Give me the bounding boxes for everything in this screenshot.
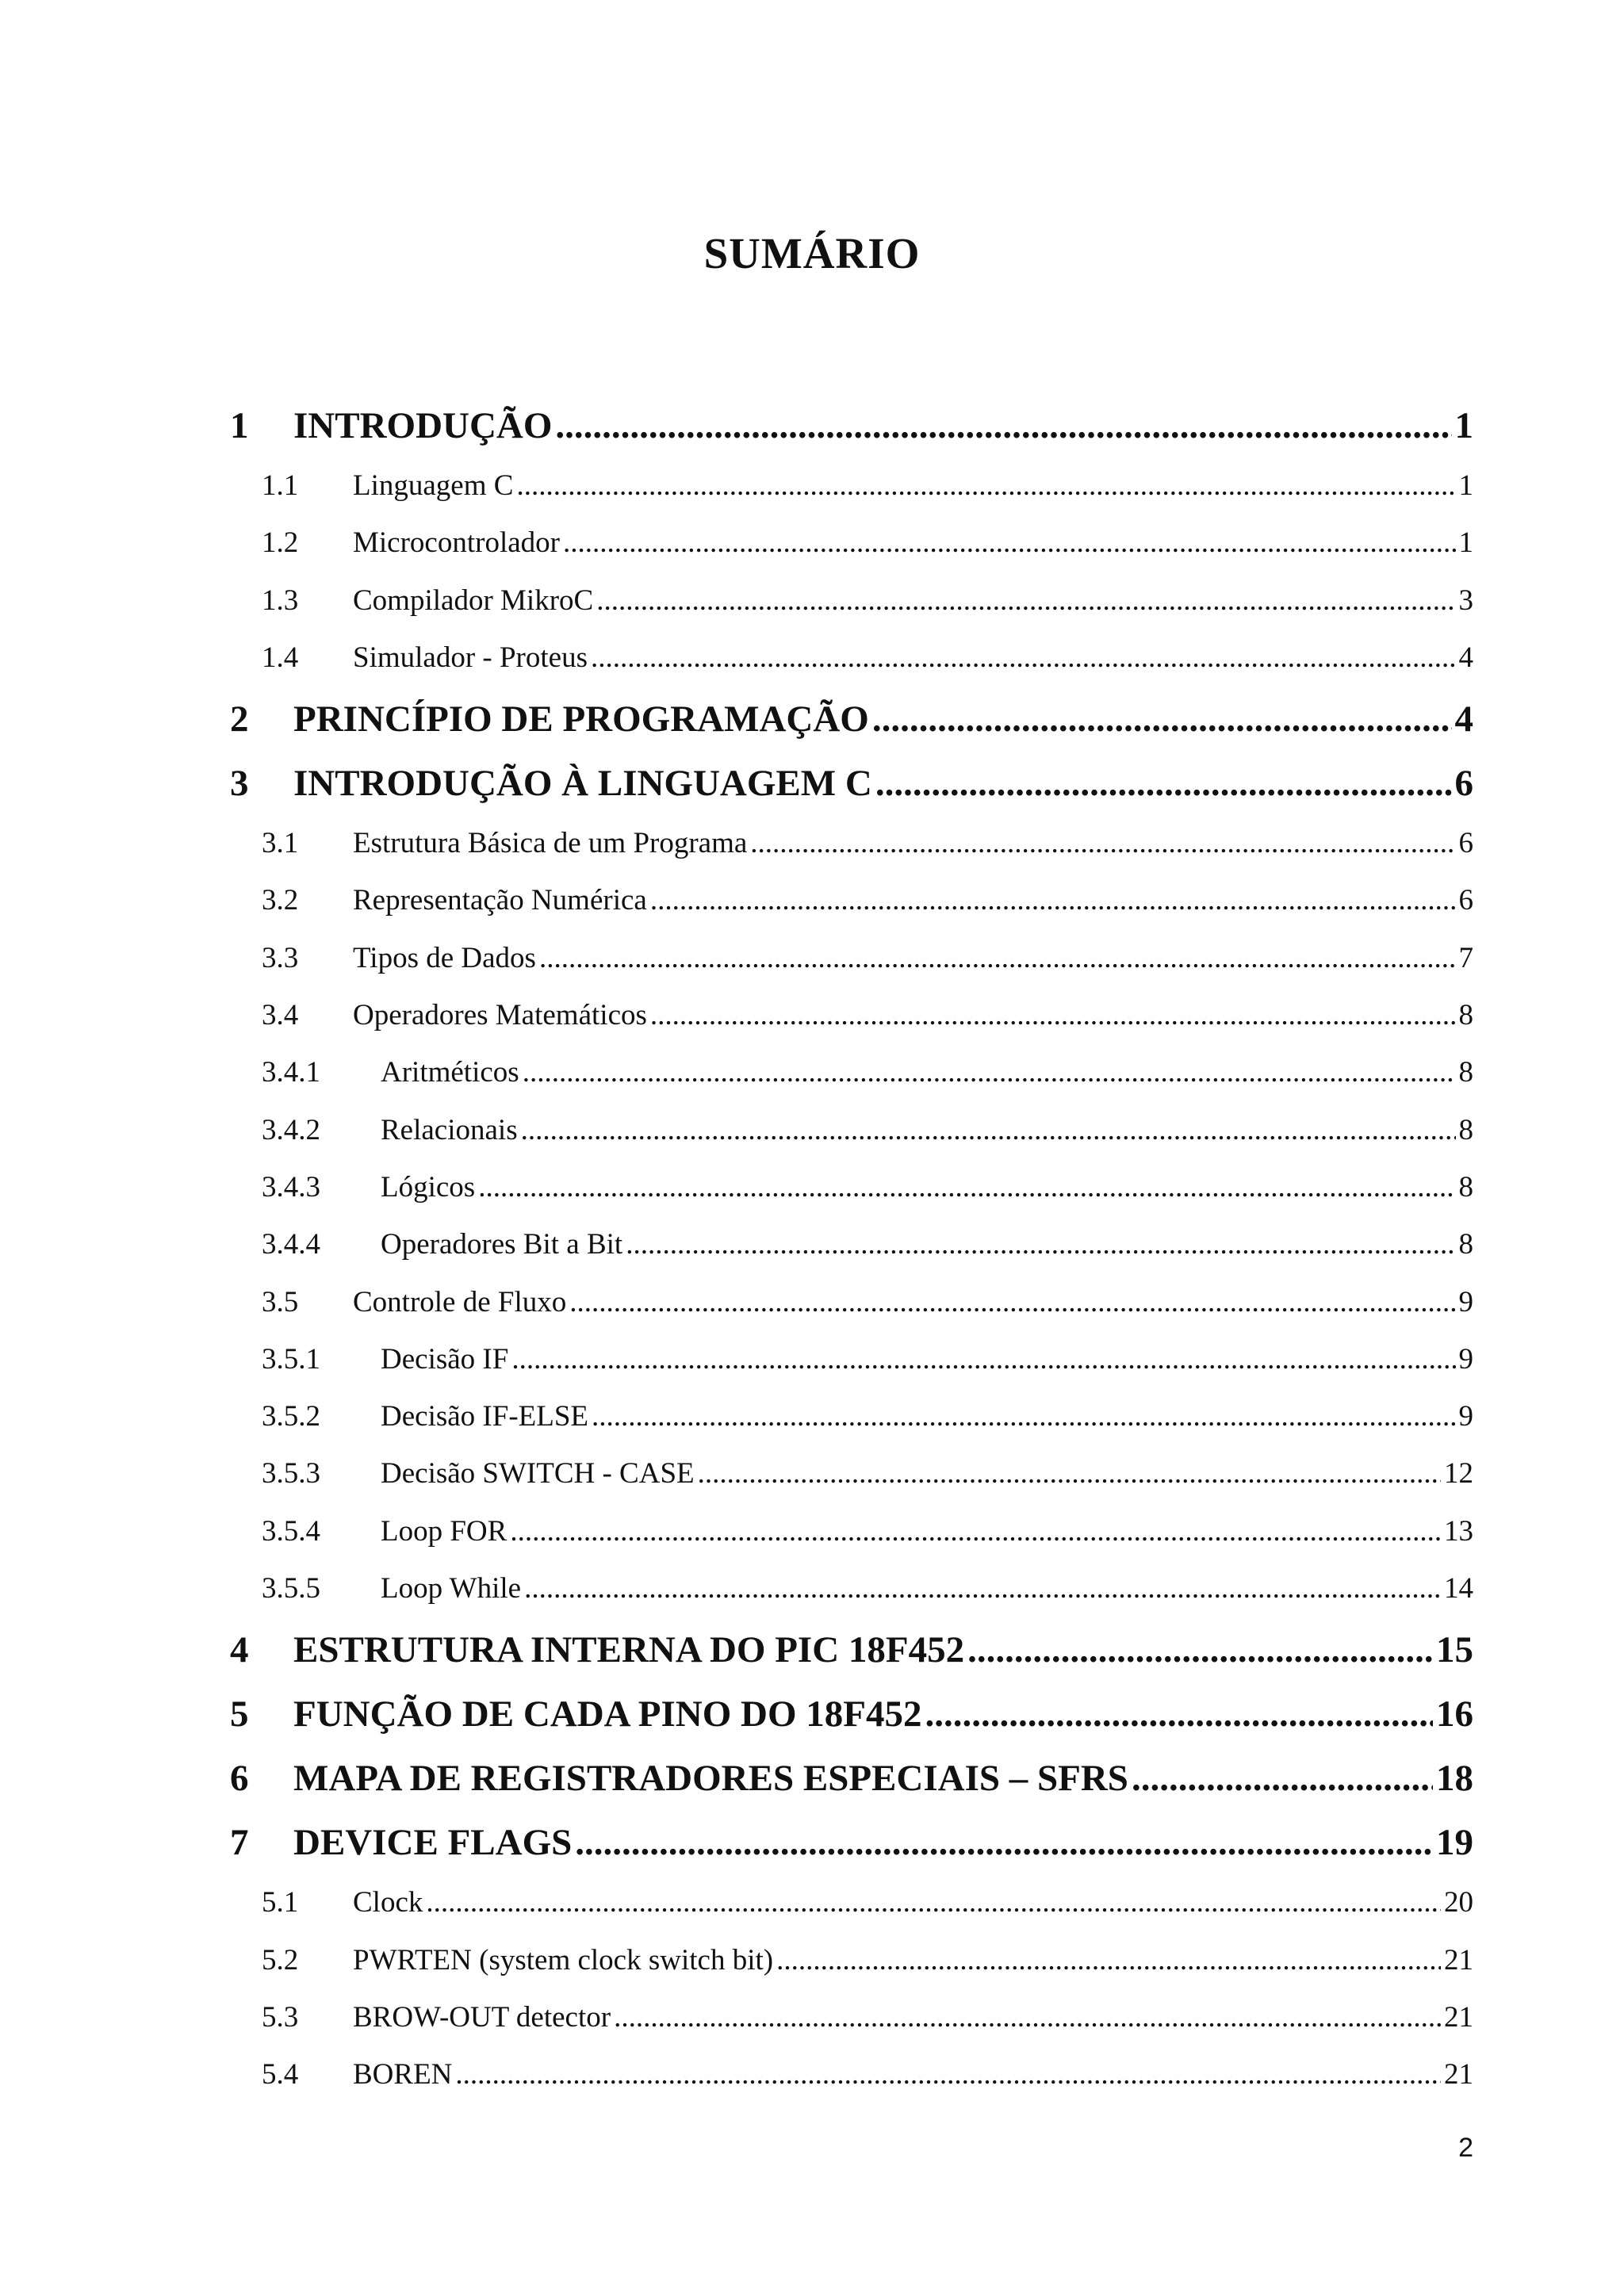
toc-entry-number: 3.5.1 [262,1342,320,1376]
toc-entry[interactable] [230,1757,1473,1821]
toc-entry[interactable] [230,1170,1473,1227]
toc-entry-title: Representação Numérica [353,884,647,917]
toc-dot-leader [516,469,1455,503]
toc-entry[interactable] [230,1885,1473,1942]
toc-entry-page: 9 [1458,1342,1473,1376]
toc-entry-title: Operadores Matemáticos [353,999,647,1032]
toc-entry[interactable] [230,1571,1473,1628]
toc-entry-number: 5 [230,1693,249,1735]
toc-entry-page: 15 [1436,1629,1473,1671]
toc-entry[interactable] [230,1285,1473,1342]
toc-entry-number: 6 [230,1758,249,1800]
toc-dot-leader [523,1055,1456,1089]
toc-entry[interactable] [230,2000,1473,2057]
toc-dot-leader [539,941,1456,975]
toc-entry-title: BROW-OUT detector [353,2000,611,2034]
toc-entry-page: 6 [1454,763,1473,805]
toc-entry[interactable] [230,1227,1473,1284]
toc-entry-number: 1.4 [262,641,299,674]
toc-entry-title: Clock [353,1886,423,1919]
toc-entry-page: 8 [1458,1056,1473,1089]
toc-entry-title: Loop While [381,1572,522,1605]
toc-dot-leader [569,1285,1455,1319]
toc-entry-number: 1.3 [262,584,299,617]
toc-entry-page: 12 [1444,1457,1473,1490]
toc-entry[interactable] [230,404,1473,469]
toc-entry-number: 3.4 [262,999,299,1032]
toc-entry-number: 5.1 [262,1886,299,1919]
toc-entry-page: 8 [1458,1113,1473,1146]
toc-dot-leader [967,1628,1433,1671]
toc-entry-page: 18 [1436,1758,1473,1800]
toc-entry[interactable] [230,1055,1473,1112]
toc-entry[interactable] [230,2057,1473,2114]
toc-entry-title: MAPA DE REGISTRADORES ESPECIAIS – SFRS [293,1758,1128,1800]
toc-entry-title: Microcontrolador [353,526,560,560]
toc-entry[interactable] [230,762,1473,826]
toc-entry-number: 3.5.3 [262,1457,320,1490]
toc-entry-number: 1.2 [262,526,299,560]
toc-dot-leader [521,1113,1456,1147]
toc-dot-leader [575,1821,1433,1864]
toc-entry-title: Aritméticos [381,1056,519,1089]
toc-entry-title: INTRODUÇÃO [293,405,553,446]
toc-entry-number: 3.4.2 [262,1113,320,1146]
toc-entry[interactable] [230,1628,1473,1693]
toc-entry-page: 7 [1458,941,1473,974]
toc-entry[interactable] [230,584,1473,641]
toc-entry-page: 3 [1458,584,1473,617]
toc-entry-title: INTRODUÇÃO À LINGUAGEM C [293,763,872,805]
toc-dot-leader [1132,1757,1433,1800]
toc-entry-page: 4 [1454,698,1473,740]
toc-entry-number: 3.2 [262,884,299,917]
toc-entry-page: 4 [1458,641,1473,674]
toc-entry-number: 2 [230,698,249,740]
toc-entry-page: 13 [1444,1514,1473,1548]
toc-entry-number: 4 [230,1629,249,1671]
toc-entry-page: 1 [1454,405,1473,446]
toc-entry-page: 9 [1458,1285,1473,1318]
toc-entry-page: 21 [1444,2000,1473,2034]
toc-dot-leader [626,1227,1455,1261]
toc-entry-number: 3.3 [262,941,299,974]
toc-entry-title: FUNÇÃO DE CADA PINO DO 18F452 [293,1693,922,1735]
toc-dot-leader [872,698,1452,740]
toc-entry[interactable] [230,1943,1473,2000]
toc-entry[interactable] [230,998,1473,1055]
toc-entry-page: 1 [1458,469,1473,502]
toc-entry[interactable] [230,1821,1473,1885]
toc-entry-number: 3.4.4 [262,1228,320,1261]
toc-entry[interactable] [230,826,1473,883]
toc-dot-leader [555,404,1451,447]
toc-entry[interactable] [230,698,1473,762]
toc-entry-page: 6 [1458,884,1473,917]
toc-entry-title: Tipos de Dados [353,941,536,974]
toc-entry-title: Lógicos [381,1170,476,1203]
toc-entry[interactable] [230,1693,1473,1757]
toc-dot-leader [592,1399,1455,1433]
toc-entry-title: Estrutura Básica de um Programa [353,827,748,860]
toc-dot-leader [563,526,1456,560]
toc-dot-leader [776,1943,1441,1977]
toc-dot-leader [478,1170,1455,1204]
toc-entry-number: 3.5 [262,1285,299,1318]
toc-entry-title: Operadores Bit a Bit [381,1228,623,1261]
toc-entry-number: 3 [230,763,249,805]
toc-entry-title: Loop FOR [381,1514,508,1548]
toc-entry-number: 5.2 [262,1943,299,1976]
toc-dot-leader [650,998,1456,1032]
toc-entry-page: 21 [1444,1943,1473,1976]
toc-dot-leader [698,1456,1441,1490]
toc-entry-title: PWRTEN (system clock switch bit) [353,1943,774,1976]
toc-entry[interactable] [230,1514,1473,1571]
toc-dot-leader [591,641,1456,675]
toc-entry-number: 3.4.1 [262,1056,320,1089]
toc-entry-title: Compilador MikroC [353,584,594,617]
toc-entry-page: 1 [1458,526,1473,560]
toc-entry-title: Linguagem C [353,469,514,502]
toc-entry[interactable] [230,883,1473,940]
toc-dot-leader [510,1514,1441,1548]
page-number: 2 [1458,2133,1473,2163]
toc-entry-page: 19 [1436,1822,1473,1864]
toc-entry[interactable] [230,941,1473,998]
toc-dot-leader [524,1571,1441,1605]
toc-entry-number: 3.5.4 [262,1514,320,1548]
toc-entry-page: 9 [1458,1400,1473,1433]
toc-entry-number: 5.3 [262,2000,299,2034]
toc-entry-page: 8 [1458,1170,1473,1203]
table-of-contents [230,404,1473,2115]
toc-entry-number: 3.5.2 [262,1400,320,1433]
toc-dot-leader [596,584,1455,618]
toc-entry-page: 20 [1444,1886,1473,1919]
toc-entry-title: BOREN [353,2058,453,2091]
toc-entry-title: PRINCÍPIO DE PROGRAMAÇÃO [293,698,869,740]
toc-entry-title: Decisão IF-ELSE [381,1400,589,1433]
toc-entry-title: Decisão SWITCH - CASE [381,1457,695,1490]
toc-entry-title: ESTRUTURA INTERNA DO PIC 18F452 [293,1629,965,1671]
toc-entry[interactable] [230,469,1473,526]
page-title: SUMÁRIO [703,229,921,277]
toc-entry-number: 3.5.5 [262,1572,320,1605]
toc-entry-number: 5.4 [262,2058,299,2091]
toc-entry[interactable] [230,641,1473,698]
toc-entry-number: 1 [230,405,249,446]
toc-dot-leader [750,826,1455,860]
toc-entry[interactable] [230,1399,1473,1456]
toc-dot-leader [455,2057,1441,2091]
toc-dot-leader [511,1342,1455,1376]
toc-dot-leader [614,2000,1441,2034]
toc-entry-number: 3.4.3 [262,1170,320,1203]
toc-entry-page: 16 [1436,1693,1473,1735]
toc-entry-page: 14 [1444,1572,1473,1605]
toc-entry-title: DEVICE FLAGS [293,1822,573,1864]
toc-entry[interactable] [230,1342,1473,1399]
toc-entry-number: 3.1 [262,827,299,860]
toc-entry-page: 8 [1458,999,1473,1032]
toc-dot-leader [875,762,1452,805]
toc-entry-number: 7 [230,1822,249,1864]
toc-entry-title: Relacionais [381,1113,518,1146]
toc-entry-number: 1.1 [262,469,299,502]
toc-entry[interactable] [230,1113,1473,1170]
toc-entry-title: Simulador - Proteus [353,641,588,674]
toc-entry[interactable] [230,1456,1473,1513]
toc-dot-leader [925,1693,1433,1735]
toc-entry-page: 21 [1444,2058,1473,2091]
toc-entry-page: 6 [1458,827,1473,860]
toc-dot-leader [650,883,1456,917]
toc-entry-title: Decisão IF [381,1342,509,1376]
toc-entry-title: Controle de Fluxo [353,1285,567,1318]
toc-entry-page: 8 [1458,1228,1473,1261]
toc-dot-leader [426,1885,1441,1919]
toc-entry[interactable] [230,526,1473,583]
